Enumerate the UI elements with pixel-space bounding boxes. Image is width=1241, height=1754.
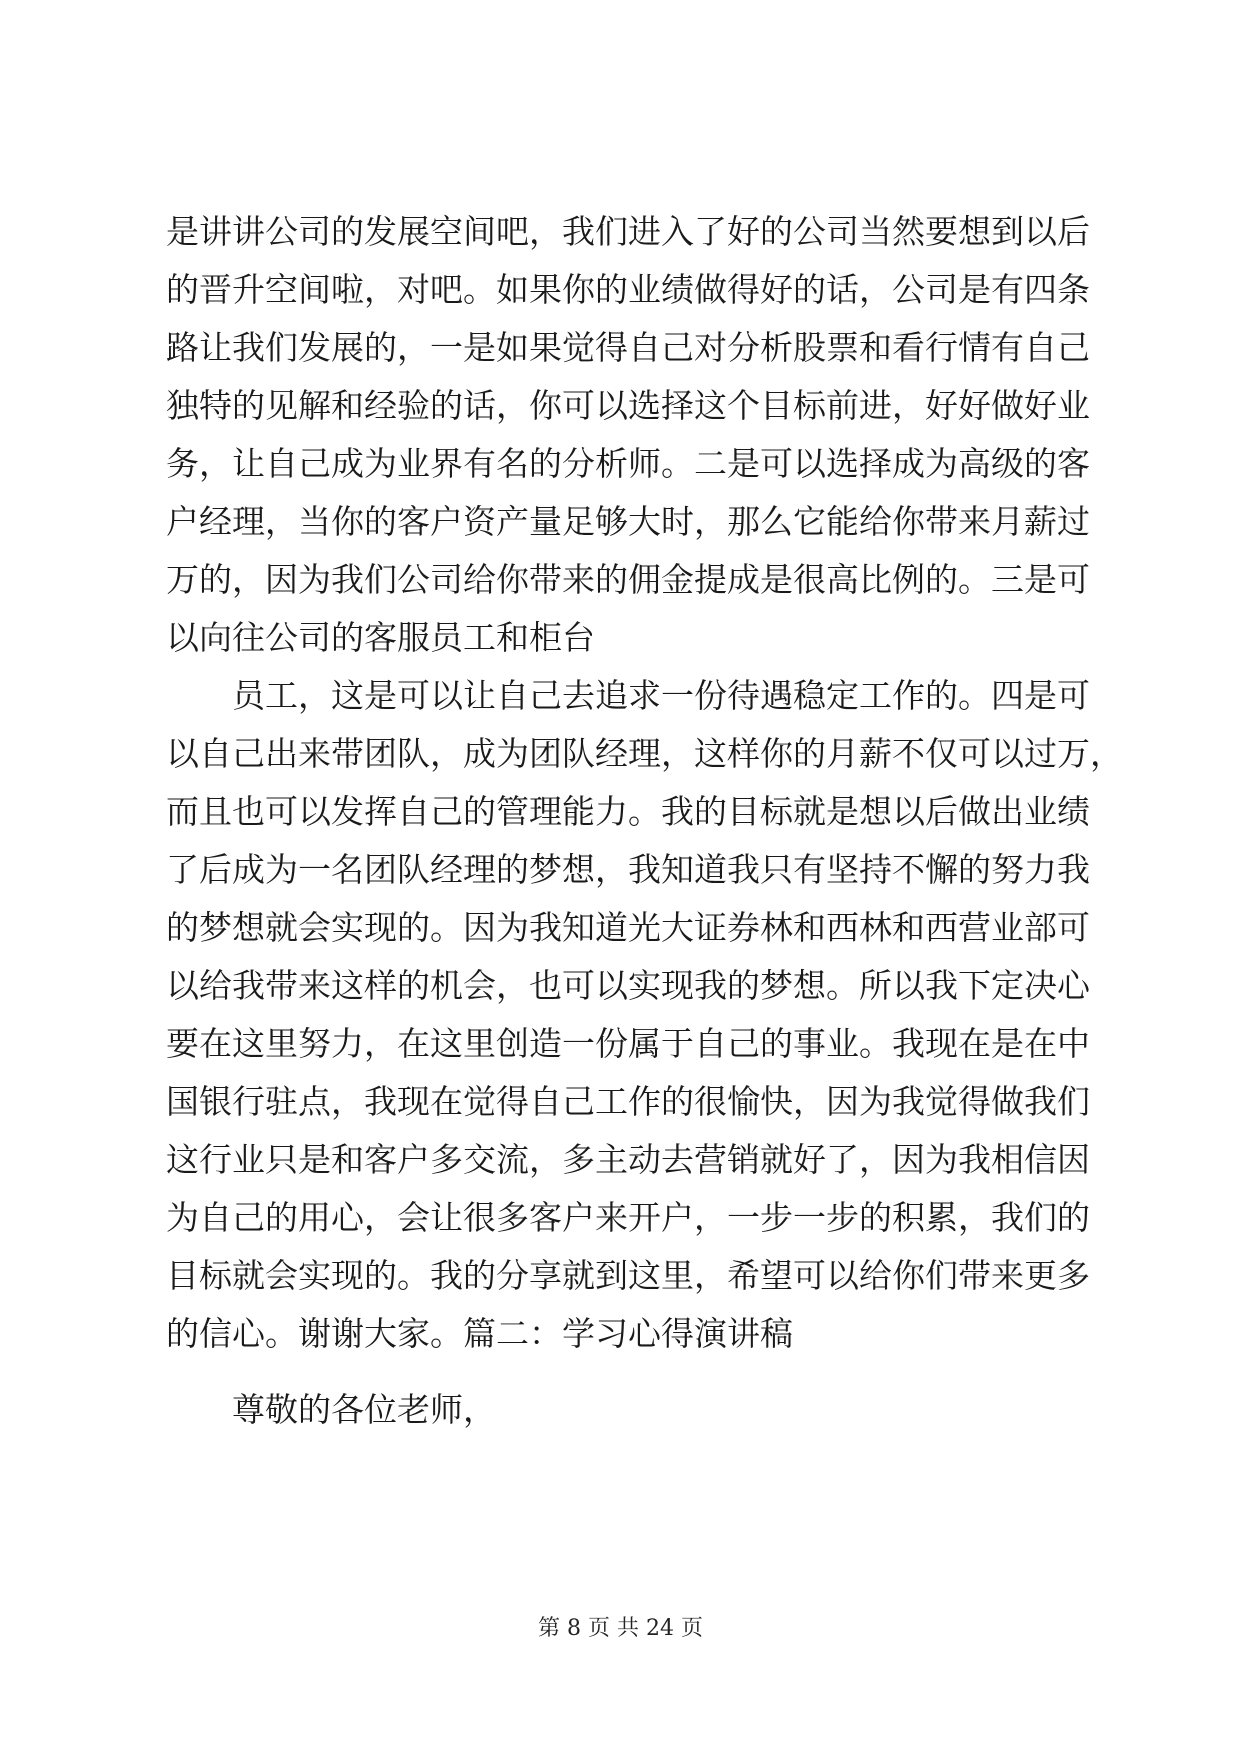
text-line: 为自己的用心，会让很多客户来开户，一步一步的积累，我们的 [166, 1198, 1090, 1237]
text-line: 而且也可以发挥自己的管理能力。我的目标就是想以后做出业绩 [166, 792, 1090, 831]
page-number-footer: 第 8 页 共 24 页 [538, 1616, 703, 1641]
text-line: 是讲讲公司的发展空间吧，我们进入了好的公司当然要想到以后 [166, 212, 1090, 251]
text-line: 国银行驻点，我现在觉得自己工作的很愉快，因为我觉得做我们 [166, 1082, 1090, 1121]
text-line: 要在这里努力，在这里创造一份属于自己的事业。我现在是在中 [166, 1024, 1090, 1063]
text-line: 的梦想就会实现的。因为我知道光大证券林和西林和西营业部可 [166, 908, 1090, 947]
text-line: 路让我们发展的，一是如果觉得自己对分析股票和看行情有自己 [166, 328, 1090, 367]
text-line: 以自己出来带团队，成为团队经理，这样你的月薪不仅可以过万， [166, 734, 1123, 773]
text-line: 户经理，当你的客户资产量足够大时，那么它能给你带来月薪过 [166, 502, 1090, 541]
text-line: 独特的见解和经验的话，你可以选择这个目标前进，好好做好业 [166, 386, 1090, 425]
text-line: 的晋升空间啦，对吧。如果你的业绩做得好的话，公司是有四条 [166, 270, 1090, 309]
text-line: 了后成为一名团队经理的梦想，我知道我只有坚持不懈的努力我 [166, 850, 1090, 889]
salutation-line: 尊敬的各位老师， [232, 1390, 496, 1429]
text-line: 以向往公司的客服员工和柜台 [166, 618, 595, 657]
text-line: 目标就会实现的。我的分享就到这里，希望可以给你们带来更多 [166, 1256, 1090, 1295]
text-line: 以给我带来这样的机会，也可以实现我的梦想。所以我下定决心 [166, 966, 1090, 1005]
text-line: 这行业只是和客户多交流，多主动去营销就好了，因为我相信因 [166, 1140, 1090, 1179]
text-line: 的信心。谢谢大家。篇二：学习心得演讲稿 [166, 1314, 793, 1353]
paragraph-first-line: 员工，这是可以让自己去追求一份待遇稳定工作的。四是可 [232, 676, 1090, 715]
text-line: 务，让自己成为业界有名的分析师。二是可以选择成为高级的客 [166, 444, 1090, 483]
text-line: 万的，因为我们公司给你带来的佣金提成是很高比例的。三是可 [166, 560, 1090, 599]
